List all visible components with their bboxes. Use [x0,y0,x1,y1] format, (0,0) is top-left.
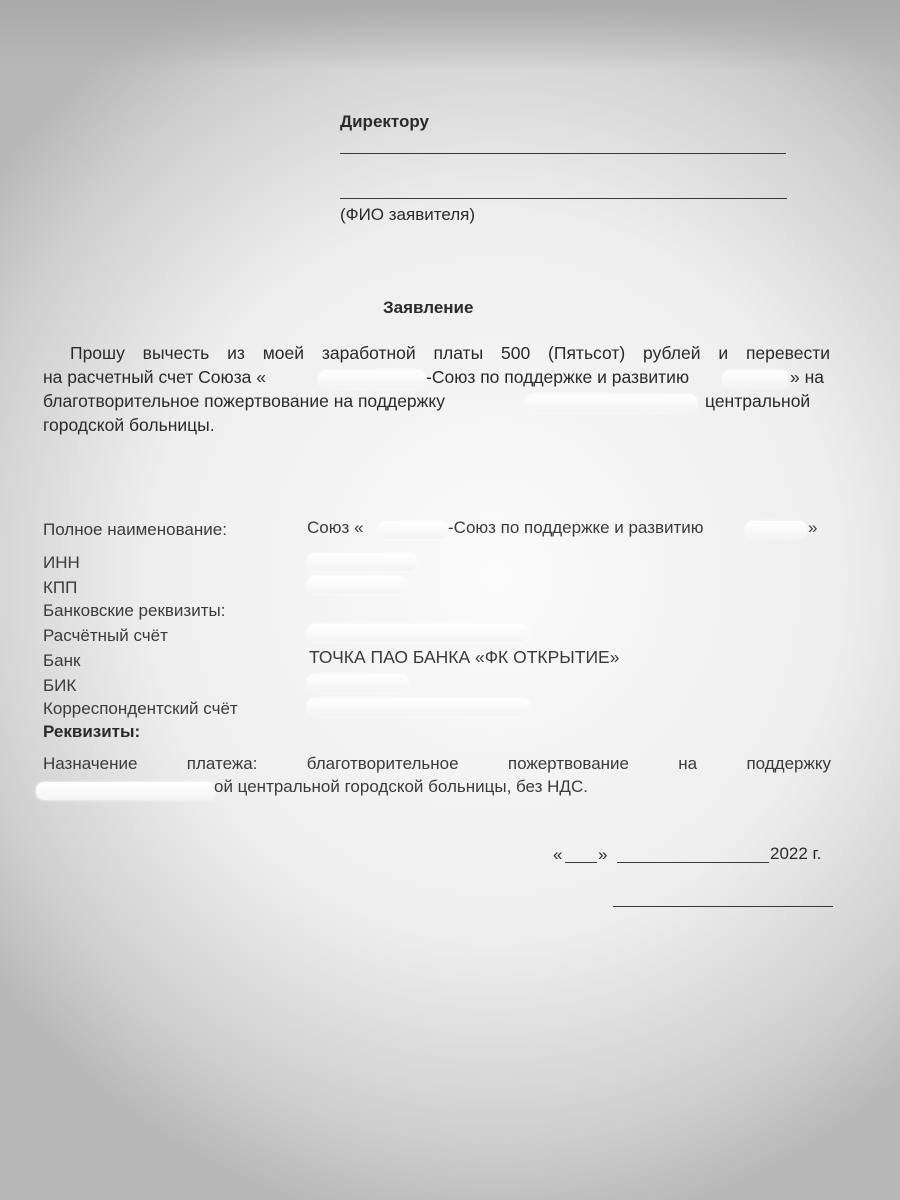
full-name-label: Полное наименование: [43,520,227,539]
redaction-box [722,370,790,388]
redaction-box [307,624,529,642]
date-open-quote: « [553,845,563,864]
purpose-line-1 [43,754,831,774]
purpose-word: платежа: [186,754,258,773]
bank-details-label: Банковские реквизиты: [43,601,226,620]
bik-label: БИК [43,676,77,695]
applicant-name-line [340,198,787,199]
purpose-word: на [678,754,698,773]
full-name-value-end: » [808,518,818,537]
redaction-box [36,782,216,800]
purpose-line-2: ой центральной городской больницы, без НДС. [214,777,588,796]
purpose-word: Назначение [43,754,138,773]
redaction-box [307,576,407,594]
date-year: 2022 г. [770,844,822,863]
corr-account-label: Корреспондентский счёт [43,699,238,718]
body-line-2-start: на расчетный счет Союза « [43,367,266,387]
redaction-box [378,521,448,539]
redaction-box [307,698,530,716]
date-close-quote: » [598,845,608,864]
bank-label: Банк [43,651,81,670]
addressee-label: Директору [340,112,430,131]
bank-value: ТОЧКА ПАО БАНКА «ФК ОТКРЫТИЕ» [309,647,620,667]
date-month-line [617,862,769,863]
body-line-4: городской больницы. [43,415,215,435]
top-shadow [0,0,900,70]
kpp-label: КПП [43,578,78,597]
redaction-box [318,370,426,388]
body-line-3-end: центральной [705,391,811,411]
redaction-box [525,394,697,412]
full-name-value-start: Союз « [307,518,364,537]
redaction-box [307,553,417,571]
signature-line [613,906,833,907]
body-line-2-end: » на [790,367,824,387]
purpose-word: поддержку [746,754,831,773]
inn-label: ИНН [43,553,80,572]
purpose-word: пожертвование [507,754,629,773]
applicant-caption: (ФИО заявителя) [340,205,476,224]
document-title: Заявление [383,298,474,317]
requisites-heading: Реквизиты: [43,722,141,741]
director-name-line [340,153,786,154]
redaction-box [307,674,409,692]
body-line-1: Прошу вычесть из моей заработной платы 500 (Пятьсот) рублей и перевести [70,343,830,363]
date-day-line [565,862,597,863]
full-name-value-mid: -Союз по поддержке и развитию [448,518,704,537]
purpose-word: благотворительное [306,754,459,773]
redaction-box [745,521,807,539]
account-label: Расчётный счёт [43,626,168,645]
body-line-3-start: благотворительное пожертвование на поддержку [43,391,445,411]
body-line-2-mid: -Союз по поддержке и развитию [426,367,690,387]
